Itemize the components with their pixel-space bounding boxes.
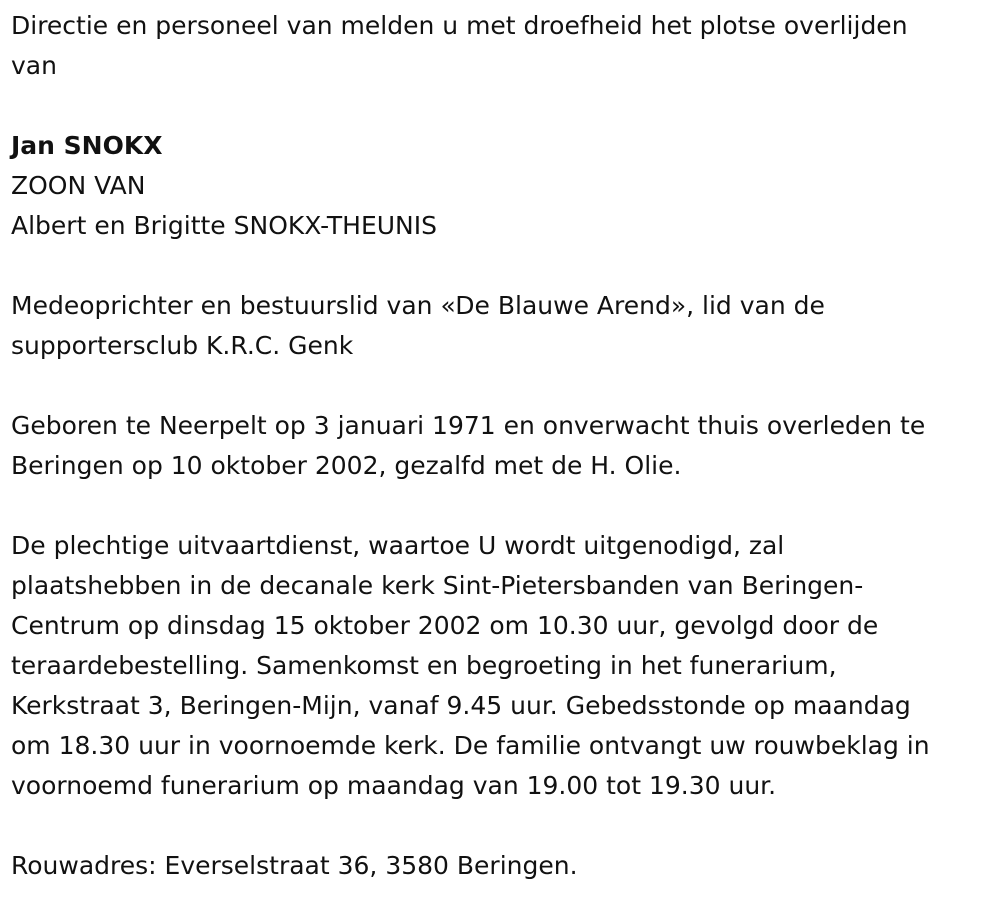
intro-line: Directie en personeel van melden u met droefheid het plotse overlijden [11, 11, 908, 40]
spacer [11, 366, 993, 406]
birth-death-line: Beringen op 10 oktober 2002, gezalfd met de H. Olie. [11, 451, 682, 480]
birth-death-line: Geboren te Neerpelt op 3 januari 1971 en onverwacht thuis overleden te [11, 411, 926, 440]
service-line: teraardebestelling. Samenkomst en begroeting in het funerarium, [11, 651, 837, 680]
role-line: supportersclub K.R.C. Genk [11, 331, 354, 360]
obituary-notice [11, 6, 993, 886]
service-line: De plechtige uitvaartdienst, waartoe U wordt uitgenodigd, zal [11, 531, 785, 560]
birth-death-paragraph [11, 406, 993, 486]
service-line: om 18.30 uur in voornoemde kerk. De familie ontvangt uw rouwbeklag in [11, 731, 930, 760]
mourning-address: Rouwadres: Everselstraat 36, 3580 Beringen. [11, 851, 578, 880]
spacer [11, 86, 993, 126]
role-paragraph [11, 286, 993, 366]
parents-names: Albert en Brigitte SNOKX-THEUNIS [11, 211, 437, 240]
service-line: plaatshebben in de decanale kerk Sint-Pietersbanden van Beringen- [11, 571, 864, 600]
relation-label: ZOON VAN [11, 171, 146, 200]
intro-paragraph [11, 6, 993, 86]
role-line: Medeoprichter en bestuurslid van «De Blauwe Arend», lid van de [11, 291, 825, 320]
service-line: Kerkstraat 3, Beringen-Mijn, vanaf 9.45 uur. Gebedsstonde op maandag [11, 691, 911, 720]
service-line: Centrum op dinsdag 15 oktober 2002 om 10.30 uur, gevolgd door de [11, 611, 879, 640]
funeral-service-paragraph [11, 526, 993, 806]
spacer [11, 486, 993, 526]
intro-line: van [11, 51, 57, 80]
spacer [11, 246, 993, 286]
deceased-name: Jan SNOKX [11, 131, 163, 160]
service-line: voornoemd funerarium op maandag van 19.00 tot 19.30 uur. [11, 771, 777, 800]
spacer [11, 806, 993, 846]
